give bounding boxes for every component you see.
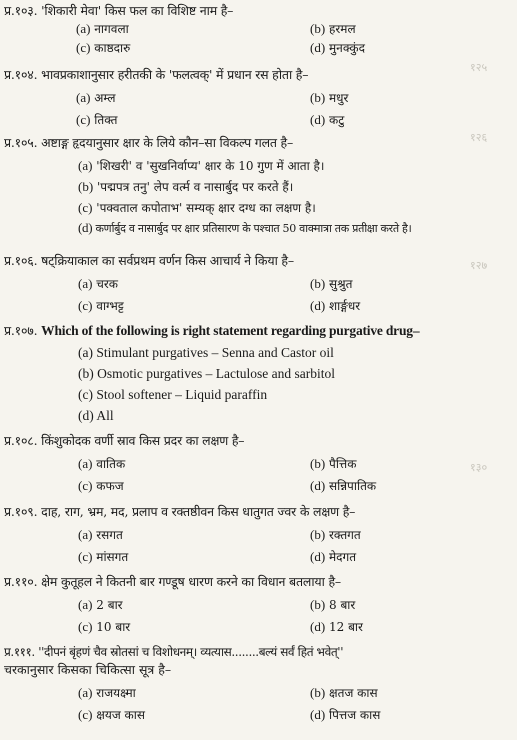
option-d[interactable]: (d) शार्ङ्गधर bbox=[310, 298, 361, 313]
question-text: ''दीपनं बृंहणं चैव स्रोतसां च विशोधनम्। व्यत्यास........बल्यं सर्वं हितं भवेत्'' bbox=[38, 645, 344, 659]
option-d[interactable]: (d) पित्तज कास bbox=[310, 707, 381, 722]
question-text: Which of the following is right statement regarding purgative drug– bbox=[41, 323, 420, 338]
options-row bbox=[0, 275, 517, 294]
question-number: प्र.१०७. bbox=[4, 323, 38, 338]
option-c[interactable]: (c) क्षयज कास bbox=[78, 707, 145, 722]
question-108 bbox=[0, 432, 517, 496]
question-number: प्र.१११. bbox=[4, 645, 35, 659]
option-b[interactable]: (b) सुश्रुत bbox=[310, 276, 353, 291]
bleed-through: १२६ bbox=[470, 131, 488, 144]
bleed-through: १२७ bbox=[470, 259, 488, 272]
question-number: प्र.१०८. bbox=[4, 433, 38, 448]
question-110 bbox=[0, 573, 517, 637]
option-a[interactable]: (a) Stimulant purgatives – Senna and Castor oil bbox=[78, 345, 334, 360]
option-d[interactable]: (d) कर्णार्बुद व नासार्बुद पर क्षार प्रतिसारण के पश्चात 50 वाक्मात्रा तक प्रतीक्षा करते है। bbox=[78, 220, 412, 235]
question-text: भावप्रकाशानुसार हरीतकी के 'फलत्वक्' में प्रधान रस होता है– bbox=[41, 67, 309, 82]
option-b[interactable]: (b) क्षतज कास bbox=[310, 685, 378, 700]
option-b[interactable]: (b) मधुर bbox=[310, 90, 349, 105]
option-a[interactable]: (a) वातिक bbox=[78, 456, 126, 471]
question-text: अष्टाङ्ग हृदयानुसार क्षार के लिये कौन–सा विकल्प गलत है– bbox=[41, 135, 294, 150]
options-row bbox=[0, 684, 517, 703]
option-d[interactable]: (d) मुनक्कुंद bbox=[310, 40, 365, 55]
options-row bbox=[0, 596, 517, 615]
question-109 bbox=[0, 503, 517, 567]
option-d[interactable]: (d) All bbox=[78, 408, 114, 423]
option-d[interactable]: (d) 12 बार bbox=[310, 619, 363, 634]
option-b[interactable]: (b) 'पद्मपत्र तनु' लेप वर्त्म व नासार्बुद पर करते हैं। bbox=[78, 179, 294, 194]
option-d[interactable]: (d) मेदगत bbox=[310, 549, 357, 564]
question-104 bbox=[0, 66, 517, 130]
option-c[interactable]: (c) 10 बार bbox=[78, 619, 131, 634]
bleed-through: १२५ bbox=[470, 61, 488, 74]
option-a[interactable]: (a) चरक bbox=[78, 276, 119, 291]
option-b[interactable]: (b) पैत्तिक bbox=[310, 456, 357, 471]
option-c[interactable]: (c) 'पक्वताल कपोताभ' सम्यक् क्षार दग्ध का लक्षण है। bbox=[78, 200, 316, 215]
question-number: प्र.१०४. bbox=[4, 67, 38, 82]
question-number: प्र.१०६. bbox=[4, 253, 38, 268]
question-number: प्र.१०३. bbox=[4, 3, 38, 18]
question-number: प्र.१०५. bbox=[4, 135, 38, 150]
options-row bbox=[0, 20, 517, 39]
option-b[interactable]: (b) Osmotic purgatives – Lactulose and sarbitol bbox=[78, 366, 335, 381]
question-number: प्र.११०. bbox=[4, 574, 38, 589]
option-c[interactable]: (c) तिक्त bbox=[76, 112, 118, 127]
question-111 bbox=[0, 643, 517, 725]
bleed-through: १३० bbox=[470, 461, 488, 474]
option-c[interactable]: (c) वाग्भट्ट bbox=[78, 298, 124, 313]
options-row bbox=[0, 526, 517, 545]
question-text: 'शिकारी मेवा' किस फल का विशिष्ट नाम है– bbox=[41, 3, 234, 18]
option-c[interactable]: (c) कफज bbox=[78, 478, 124, 493]
option-d[interactable]: (d) सन्निपातिक bbox=[310, 478, 377, 493]
question-text: षट्क्रियाकाल का सर्वप्रथम वर्णन किस आचार्य ने किया है– bbox=[41, 253, 294, 268]
question-text-line-2: चरकानुसार किसका चिकित्सा सूत्र है– bbox=[4, 662, 172, 677]
option-c[interactable]: (c) Stool softener – Liquid paraffin bbox=[78, 387, 268, 402]
options-row bbox=[0, 455, 517, 474]
option-a[interactable]: (a) अम्ल bbox=[76, 90, 116, 105]
option-b[interactable]: (b) हरमल bbox=[310, 21, 356, 36]
options-row bbox=[0, 706, 517, 725]
option-a[interactable]: (a) राजयक्ष्मा bbox=[78, 685, 136, 700]
option-a[interactable]: (a) 'शिखरी' व 'सुखनिर्वाप्य' क्षार के 10 गुण में आता है। bbox=[78, 158, 325, 173]
question-text: किंशुकोदक वर्णी स्राव किस प्रदर का लक्षण है– bbox=[41, 433, 245, 448]
options-row bbox=[0, 39, 517, 58]
options-row bbox=[0, 111, 517, 130]
option-a[interactable]: (a) रसगत bbox=[78, 527, 123, 542]
question-103 bbox=[0, 2, 517, 58]
options-row bbox=[0, 548, 517, 567]
option-c[interactable]: (c) मांसगत bbox=[78, 549, 129, 564]
question-text: दाह, राग, भ्रम, मद, प्रलाप व रक्तष्ठीवन किस धातुगत ज्वर के लक्षण है– bbox=[41, 504, 356, 519]
question-106 bbox=[0, 252, 517, 316]
question-text: क्षेम कुतूहल ने कितनी बार गण्डूष धारण करने का विधान बतलाया है– bbox=[41, 574, 341, 589]
options-row bbox=[0, 297, 517, 316]
options-row bbox=[0, 89, 517, 108]
option-a[interactable]: (a) 2 बार bbox=[78, 597, 123, 612]
question-107 bbox=[0, 322, 517, 429]
question-105 bbox=[0, 134, 517, 241]
options-row bbox=[0, 477, 517, 496]
option-b[interactable]: (b) 8 बार bbox=[310, 597, 356, 612]
question-number: प्र.१०९. bbox=[4, 504, 38, 519]
option-b[interactable]: (b) रक्तगत bbox=[310, 527, 361, 542]
option-a[interactable]: (a) नागवला bbox=[76, 21, 129, 36]
options-row bbox=[0, 618, 517, 637]
option-c[interactable]: (c) काष्ठदारु bbox=[76, 40, 131, 55]
option-d[interactable]: (d) कटु bbox=[310, 112, 345, 127]
